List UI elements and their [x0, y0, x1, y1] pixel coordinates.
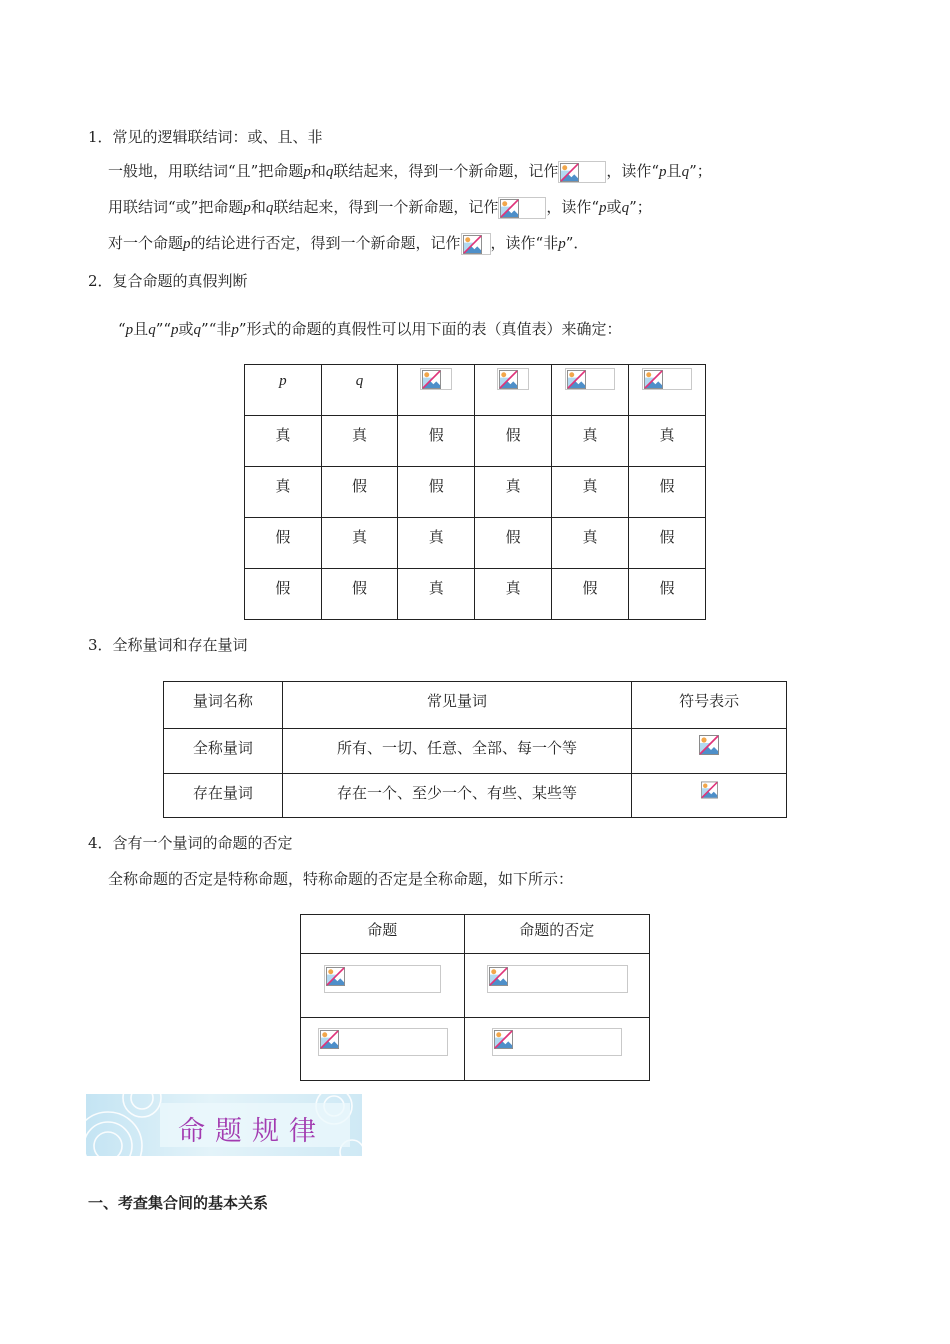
negation-table: [300, 914, 650, 1081]
s1-line-or: 用联结词“或”把命题p和q联结起来，得到一个新命题，记作 ，读作“p或q”；: [108, 196, 652, 219]
table-cell: 真: [321, 416, 398, 467]
existential-proposition-image: [318, 1028, 448, 1056]
table-row: [245, 467, 706, 518]
table-header-row: [301, 915, 650, 954]
table-row: [245, 416, 706, 467]
header-cell: 命题: [301, 915, 465, 954]
header-cell-not-q: [629, 365, 706, 416]
topic-banner: [86, 1094, 362, 1156]
table-cell: 假: [475, 518, 552, 569]
table-header-row: [164, 682, 787, 729]
table-cell: 真: [398, 569, 475, 620]
table-row: [164, 774, 787, 818]
quantifier-table: [163, 681, 787, 818]
s2-intro: “p且q”“p或q”“非p”形式的命题的真假性可以用下面的表（真值表）来确定：: [118, 320, 622, 338]
table-cell: 真: [321, 518, 398, 569]
table-cell: 真: [398, 518, 475, 569]
header-cell: 符号表示: [632, 682, 787, 729]
table-cell: [464, 1018, 649, 1081]
s4-intro: 全称命题的否定是特称命题，特称命题的否定是全称命题，如下所示：: [108, 870, 574, 888]
table-cell: 假: [398, 416, 475, 467]
header-cell: 量词名称: [164, 682, 283, 729]
table-cell: 真: [245, 467, 322, 518]
section-one-heading: 一、考查集合间的基本关系: [88, 1194, 269, 1212]
symbol-cell: [632, 774, 787, 818]
table-cell: 存在量词: [164, 774, 283, 818]
universal-quantifier-image: [699, 735, 719, 755]
table-row: [245, 569, 706, 620]
table-cell: [301, 1018, 465, 1081]
table-cell: 假: [321, 569, 398, 620]
table-cell: 全称量词: [164, 729, 283, 774]
not-p-header-image: [565, 368, 615, 390]
section-2-heading: 2．复合命题的真假判断: [88, 272, 248, 290]
p-and-q-header-image: [420, 368, 452, 390]
existential-quantifier-image: [701, 780, 718, 800]
table-cell: 假: [475, 416, 552, 467]
not-q-header-image: [642, 368, 692, 390]
table-cell: 假: [629, 518, 706, 569]
existential-negation-image: [492, 1028, 622, 1056]
symbol-cell: [632, 729, 787, 774]
s1-line-not: 对一个命题p的结论进行否定，得到一个新命题，记作 ，读作“非p”．: [108, 232, 588, 255]
table-cell: 假: [245, 518, 322, 569]
table-cell: [464, 954, 649, 1018]
header-cell-not-p: [552, 365, 629, 416]
table-cell: 真: [629, 416, 706, 467]
table-cell: 真: [245, 416, 322, 467]
truth-table: [244, 364, 706, 620]
table-cell: 假: [245, 569, 322, 620]
universal-proposition-image: [324, 965, 441, 993]
p-or-q-formula-image: [498, 197, 546, 219]
table-header-row: [245, 365, 706, 416]
table-cell: 真: [552, 518, 629, 569]
header-cell: 命题的否定: [464, 915, 649, 954]
table-cell: 存在一个、至少一个、有些、某些等: [282, 774, 631, 818]
table-cell: 真: [552, 416, 629, 467]
header-cell: 常见量词: [282, 682, 631, 729]
s1-line-and: 一般地，用联结词“且”把命题p和q联结起来，得到一个新命题，记作 ，读作“p且q”；: [108, 160, 712, 183]
section-1-heading: 1．常见的逻辑联结词：或、且、非: [88, 128, 323, 146]
header-cell-p: p: [245, 365, 322, 416]
table-cell: 假: [629, 569, 706, 620]
header-cell-p-or-q: [475, 365, 552, 416]
banner-title: 命题规律: [178, 1116, 326, 1147]
table-row: [245, 518, 706, 569]
table-row: [164, 729, 787, 774]
table-cell: 假: [552, 569, 629, 620]
section-3-heading: 3．全称量词和存在量词: [88, 636, 248, 654]
table-cell: 假: [398, 467, 475, 518]
table-cell: 假: [629, 467, 706, 518]
table-cell: 真: [475, 569, 552, 620]
p-and-q-formula-image: [558, 161, 606, 183]
universal-negation-image: [487, 965, 628, 993]
table-cell: 真: [552, 467, 629, 518]
section-4-heading: 4．含有一个量词的命题的否定: [88, 834, 293, 852]
header-cell-q: q: [321, 365, 398, 416]
not-p-formula-image: [461, 233, 491, 255]
table-cell: 所有、一切、任意、全部、每一个等: [282, 729, 631, 774]
p-or-q-header-image: [497, 368, 529, 390]
table-row: [301, 1018, 650, 1081]
header-cell-p-and-q: [398, 365, 475, 416]
table-row: [301, 954, 650, 1018]
table-cell: 假: [321, 467, 398, 518]
table-cell: [301, 954, 465, 1018]
table-cell: 真: [475, 467, 552, 518]
